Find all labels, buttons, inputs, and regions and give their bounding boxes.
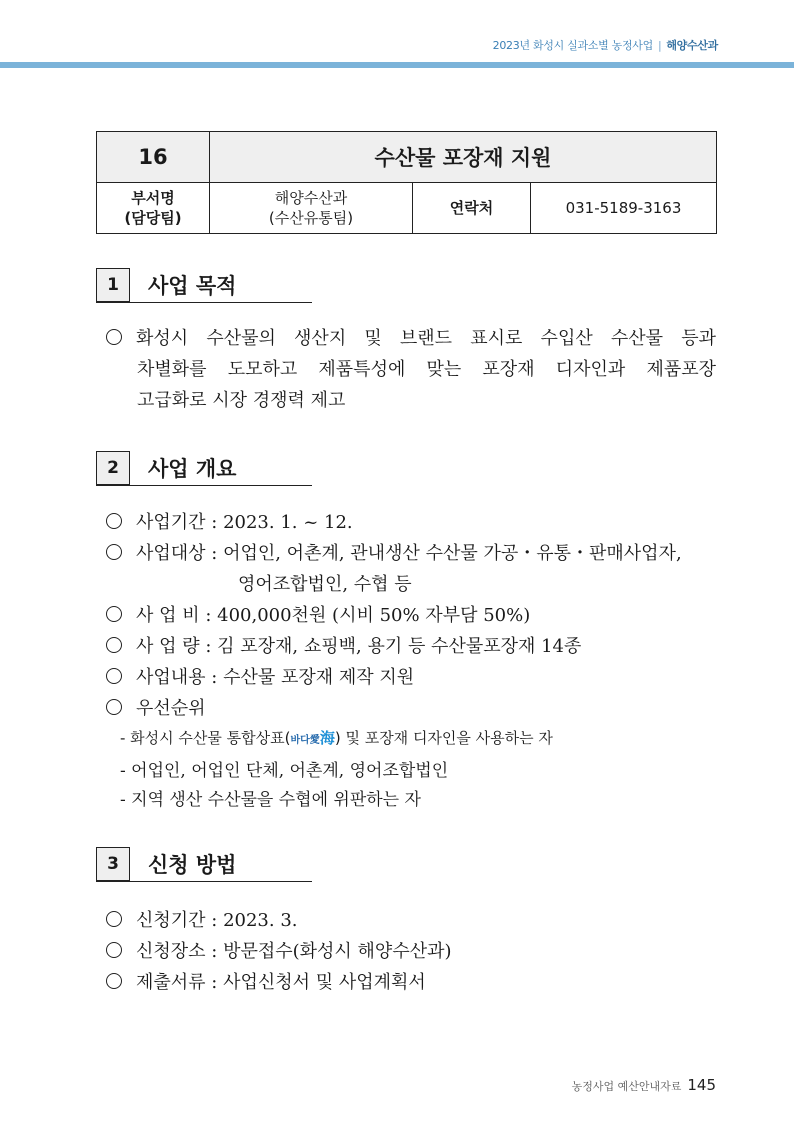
item-value: 사업신청서 및 사업계획서 xyxy=(223,972,426,993)
priority-item-2: - 어업인, 어업인 단체, 어촌계, 영어조합법인 xyxy=(120,761,449,781)
header-bar xyxy=(0,62,794,68)
item-label: 사업내용 xyxy=(136,667,206,688)
priority-item-3: - 지역 생산 수산물을 수협에 위판하는 자 xyxy=(120,790,421,810)
section-title: 신청 방법 xyxy=(148,853,237,877)
overview-item-quantity: 사 업 량 : 김 포장재, 쇼핑백, 용기 등 수산물포장재 14종 xyxy=(106,632,581,658)
brand-logo xyxy=(290,727,334,748)
item-value: 2023. 1. ~ 12. xyxy=(223,512,353,533)
footer-label: 농정사업 예산안내자료 xyxy=(571,1080,682,1093)
section-number: 3 xyxy=(96,847,130,881)
page-footer xyxy=(572,1076,716,1094)
bullet-circle-icon xyxy=(106,544,122,560)
dept-value-line2: (수산유통팀) xyxy=(268,209,354,227)
dept-label-cell xyxy=(97,183,210,234)
overview-item-content: 사업내용 : 수산물 포장재 제작 지원 xyxy=(106,663,414,689)
item-label: 사 업 량 xyxy=(136,636,200,657)
apply-item-period: 신청기간 : 2023. 3. xyxy=(106,906,298,932)
priority-text-before: - 화성시 수산물 통합상표( xyxy=(120,729,291,747)
dept-label-line2: (담당팀) xyxy=(124,209,182,227)
section-title: 사업 개요 xyxy=(148,457,237,481)
program-title: 수산물 포장재 지원 xyxy=(210,132,717,183)
dept-value-cell xyxy=(210,183,413,234)
program-number: 16 xyxy=(97,132,210,183)
purpose-text-1: 화성시 수산물의 생산지 및 브랜드 표시로 수입산 수산물 등과 xyxy=(136,328,716,349)
item-label: 우선순위 xyxy=(136,698,206,719)
bullet-circle-icon xyxy=(106,699,122,715)
dept-label-line1: 부서명 xyxy=(131,189,175,207)
item-label: 사업기간 xyxy=(136,512,206,533)
item-value: 수산물 포장재 제작 지원 xyxy=(223,667,415,688)
item-label: 사업대상 xyxy=(136,543,206,564)
program-info-table xyxy=(96,131,717,234)
section-heading-2 xyxy=(96,451,312,486)
running-header xyxy=(493,37,718,53)
priority-text-after: ) 및 포장재 디자인을 사용하는 자 xyxy=(334,729,553,747)
bullet-circle-icon xyxy=(106,942,122,958)
item-value: 김 포장재, 쇼핑백, 용기 등 수산물포장재 14종 xyxy=(217,636,582,657)
item-label: 신청장소 xyxy=(136,941,206,962)
overview-item-budget: 사 업 비 : 400,000천원 (시비 50% 자부담 50%) xyxy=(106,601,530,627)
dept-value-line1: 해양수산과 xyxy=(274,189,348,207)
overview-item-target: 사업대상 : 어업인, 어촌계, 관내생산 수산물 가공・유통・판매사업자, xyxy=(106,539,682,565)
item-label: 제출서류 xyxy=(136,972,206,993)
bullet-circle-icon xyxy=(106,973,122,989)
item-label: 사 업 비 xyxy=(136,605,200,626)
bullet-circle-icon xyxy=(106,911,122,927)
section-heading-3 xyxy=(96,847,312,882)
brand-logo-char: 海 xyxy=(319,729,335,747)
page-number: 145 xyxy=(687,1076,716,1094)
purpose-line-2: 차별화를 도모하고 제품특성에 맞는 포장재 디자인과 제품포장 xyxy=(137,359,716,380)
section-number: 2 xyxy=(96,451,130,485)
contact-label: 연락처 xyxy=(413,183,531,234)
header-doc-title: 2023년 화성시 실과소별 농정사업 xyxy=(492,39,653,52)
item-label: 신청기간 xyxy=(136,910,206,931)
section-heading-1 xyxy=(96,268,312,303)
apply-item-place: 신청장소 : 방문접수(화성시 해양수산과) xyxy=(106,937,452,963)
priority-item-1 xyxy=(120,727,553,748)
apply-item-documents: 제출서류 : 사업신청서 및 사업계획서 xyxy=(106,968,426,994)
bullet-circle-icon xyxy=(106,606,122,622)
bullet-circle-icon xyxy=(106,637,122,653)
item-value: 2023. 3. xyxy=(223,910,298,931)
purpose-line-1 xyxy=(106,324,716,350)
item-value: 400,000천원 (시비 50% 자부담 50%) xyxy=(217,605,531,626)
purpose-line-3: 고급화로 시장 경쟁력 제고 xyxy=(137,390,346,411)
contact-value: 031-5189-3163 xyxy=(531,183,717,234)
overview-item-target-cont: 영어조합법인, 수협 등 xyxy=(238,574,412,595)
bullet-circle-icon xyxy=(106,513,122,529)
overview-item-priority xyxy=(106,694,206,720)
bullet-circle-icon xyxy=(106,329,122,345)
bullet-circle-icon xyxy=(106,668,122,684)
section-number: 1 xyxy=(96,268,130,302)
item-value: 방문접수(화성시 해양수산과) xyxy=(223,941,452,962)
brand-logo-text: 바다愛 xyxy=(290,735,320,746)
overview-item-period: 사업기간 : 2023. 1. ~ 12. xyxy=(106,508,353,534)
header-separator: | xyxy=(657,39,662,52)
header-dept: 해양수산과 xyxy=(666,39,718,52)
item-value: 어업인, 어촌계, 관내생산 수산물 가공・유통・판매사업자, xyxy=(223,543,682,564)
section-title: 사업 목적 xyxy=(148,274,237,298)
